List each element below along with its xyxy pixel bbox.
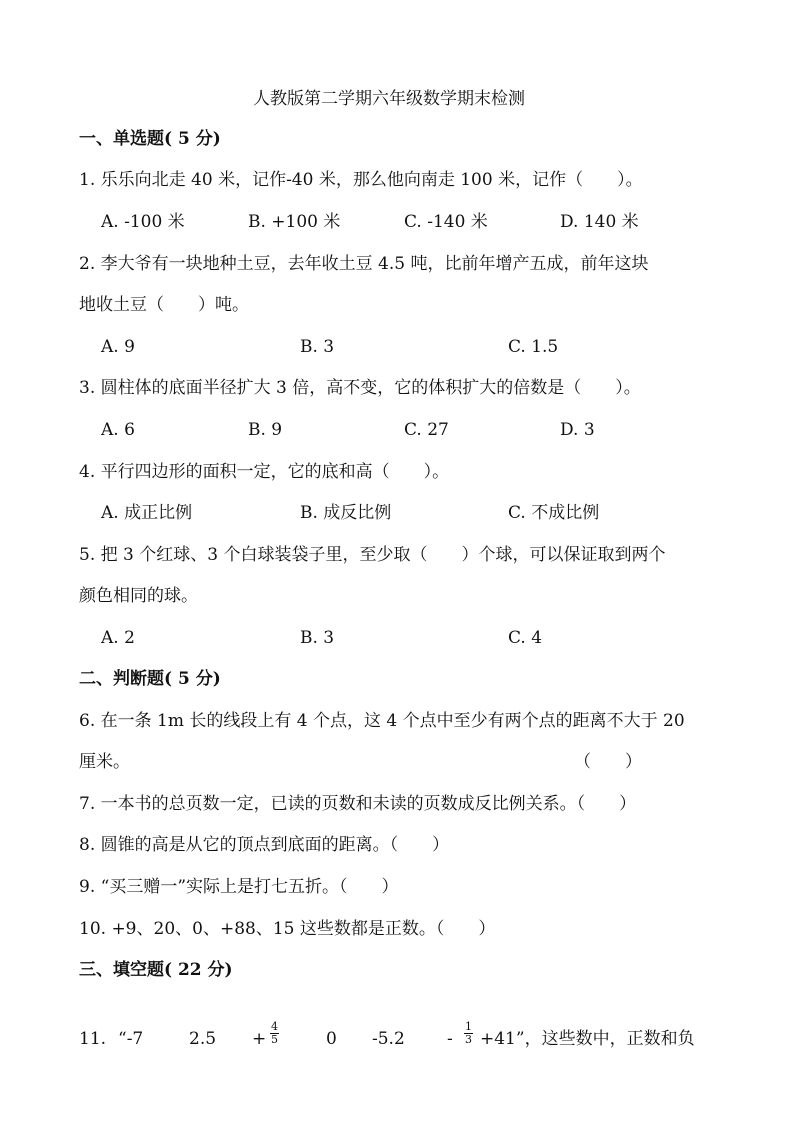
q3-option-c: C. 27 [404, 420, 449, 440]
section-heading-true-false: 二、判断题( 5 分) [79, 669, 221, 689]
question-8: 8. 圆锥的高是从它的顶点到底面的距离。（ ） [79, 835, 450, 855]
q3-option-d: D. 3 [560, 420, 595, 440]
question-11-number: 11. [79, 1029, 107, 1049]
question-10: 10. +9、20、0、+88、15 这些数都是正数。（ ） [79, 919, 496, 939]
q11-item-neg5-2: -5.2 [372, 1029, 405, 1049]
question-2-line-1: 2. 李大爷有一块地种土豆，去年收土豆 4.5 吨，比前年增产五成，前年这块 [79, 254, 649, 274]
section-heading-fill-in: 三、填空题( 22 分) [79, 960, 233, 980]
q11-plus-sign: + [252, 1029, 267, 1049]
q4-option-c: C. 不成比例 [508, 503, 600, 523]
q11-fraction-4-5 [270, 1021, 279, 1046]
q3-option-a: A. 6 [101, 420, 135, 440]
q1-option-d: D. 140 米 [560, 212, 639, 232]
q11-minus-sign: - [447, 1029, 453, 1049]
question-4: 4. 平行四边形的面积一定，它的底和高（ ）。 [79, 462, 450, 482]
page-title: 人教版第二学期六年级数学期末检测 [253, 89, 525, 109]
q5-option-a: A. 2 [101, 628, 135, 648]
q3-option-b: B. 9 [248, 420, 283, 440]
q4-option-b: B. 成反比例 [300, 503, 392, 523]
question-6-line-2: 厘米。 [79, 752, 130, 772]
question-5-line-2: 颜色相同的球。 [79, 586, 198, 606]
q11-item-2-5: 2.5 [189, 1029, 217, 1049]
question-5-line-1: 5. 把 3 个红球、3 个白球装袋子里，至少取（ ）个球，可以保证取到两个 [79, 545, 666, 565]
q11-item-neg7: “-7 [118, 1029, 144, 1049]
question-3: 3. 圆柱体的底面半径扩大 3 倍，高不变，它的体积扩大的倍数是（ ）。 [79, 378, 641, 398]
q2-option-b: B. 3 [300, 337, 335, 357]
q11-item-plus41-text: +41”，这些数中，正数和负 [480, 1029, 695, 1049]
question-6-answer-blank: （ ） [574, 752, 642, 772]
q11-fraction-1-3 [464, 1021, 473, 1046]
q4-option-a: A. 成正比例 [101, 503, 193, 523]
q11-fraction-4-5-numerator: 4 [271, 1020, 278, 1033]
q5-option-c: C. 4 [508, 628, 543, 648]
q1-option-c: C. -140 米 [404, 212, 488, 232]
question-6-line-1: 6. 在一条 1m 长的线段上有 4 个点，这 4 个点中至少有两个点的距离不大于 20 [79, 711, 685, 731]
q2-option-a: A. 9 [101, 337, 135, 357]
q5-option-b: B. 3 [300, 628, 335, 648]
q11-item-zero: 0 [326, 1029, 337, 1049]
q11-fraction-1-3-denominator: 3 [465, 1033, 472, 1046]
q1-option-b: B. +100 米 [248, 212, 341, 232]
q1-option-a: A. -100 米 [101, 212, 185, 232]
question-7: 7. 一本书的总页数一定，已读的页数和未读的页数成反比例关系。（ ） [79, 794, 637, 814]
section-heading-single-choice: 一、单选题( 5 分) [79, 129, 221, 149]
q11-fraction-4-5-denominator: 5 [271, 1033, 278, 1046]
q2-option-c: C. 1.5 [508, 337, 559, 357]
q11-fraction-1-3-numerator: 1 [465, 1020, 472, 1033]
question-2-line-2: 地收土豆（ ）吨。 [79, 295, 249, 315]
question-9: 9. “买三赠一”实际上是打七五折。（ ） [79, 877, 399, 897]
question-1: 1. 乐乐向北走 40 米，记作-40 米，那么他向南走 100 米，记作（ ）。 [79, 170, 643, 190]
